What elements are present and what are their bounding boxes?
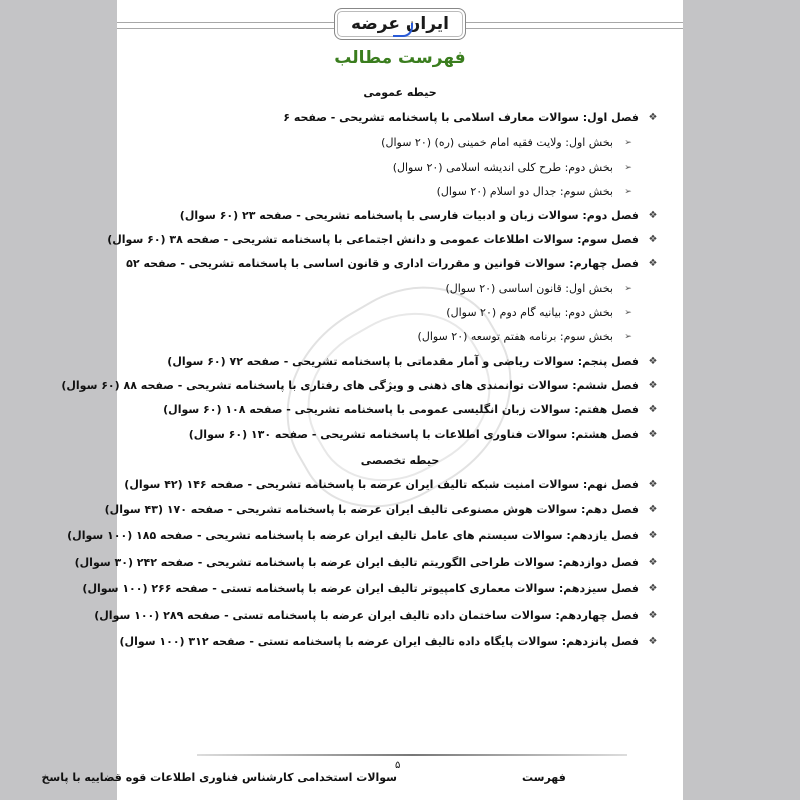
diamond-bullet-icon: ❖ — [648, 636, 658, 647]
toc-chapter-11[interactable] — [67, 529, 661, 542]
footer-section-label: فهرست — [522, 771, 566, 784]
toc-chapter-text: فصل هشتم: سوالات فناوری اطلاعات با پاسخنامه تشریحی - صفحه ۱۳۰ (۶۰ سوال) — [188, 428, 639, 441]
arrow-bullet-icon: ➢ — [624, 307, 632, 318]
diamond-bullet-icon: ❖ — [648, 112, 658, 123]
diamond-bullet-icon: ❖ — [648, 583, 658, 594]
toc-section-4-1[interactable] — [445, 282, 635, 295]
toc-section-text: بخش دوم: طرح کلی اندیشه اسلامی (۲۰ سوال) — [392, 161, 613, 174]
toc-chapter-10[interactable] — [105, 503, 661, 516]
toc-chapter-text: فصل پانزدهم: سوالات پایگاه داده تالیف ایران عرضه با پاسخنامه تستی - صفحه ۳۱۲ (۱۰۰ سوال) — [119, 635, 639, 648]
diamond-bullet-icon: ❖ — [648, 234, 658, 245]
footer-rule — [197, 754, 627, 756]
logo — [334, 8, 466, 40]
toc-chapter-15[interactable] — [120, 635, 662, 648]
arrow-bullet-icon: ➢ — [624, 283, 632, 294]
toc-chapter-6[interactable] — [61, 379, 661, 392]
toc-chapter-text: فصل ششم: سوالات توانمندی های ذهنی و ویژگی های رفتاری با پاسخنامه تشریحی - صفحه ۸۸ (۶۰ سوال) — [61, 379, 639, 392]
diamond-bullet-icon: ❖ — [648, 530, 658, 541]
diamond-bullet-icon: ❖ — [648, 504, 658, 515]
toc-chapter-13[interactable] — [82, 582, 661, 595]
diamond-bullet-icon: ❖ — [648, 404, 658, 415]
arrow-bullet-icon: ➢ — [624, 162, 632, 173]
toc-chapter-text: فصل چهاردهم: سوالات ساختمان داده تالیف ایران عرضه با پاسخنامه تستی - صفحه ۲۸۹ (۱۰۰ سوال) — [94, 609, 639, 622]
diamond-bullet-icon: ❖ — [648, 210, 658, 221]
arrow-bullet-icon: ➢ — [624, 137, 632, 148]
toc-section-4-3[interactable] — [418, 330, 635, 343]
logo-text: ایران عرضه — [351, 14, 449, 34]
toc-chapter-text: فصل اول: سوالات معارف اسلامی با پاسخنامه تشریحی - صفحه ۶ — [283, 111, 639, 124]
toc-chapter-text: فصل یازدهم: سوالات سیستم های عامل تالیف ایران عرضه با پاسخنامه تشریحی - صفحه ۱۸۵ (۱۰۰ سوال) — [67, 529, 639, 542]
diamond-bullet-icon: ❖ — [648, 380, 658, 391]
toc-section-text: بخش سوم: برنامه هفتم توسعه (۲۰ سوال) — [417, 330, 613, 343]
arrow-bullet-icon: ➢ — [624, 186, 632, 197]
toc-chapter-text: فصل چهارم: سوالات قوانین و مقررات اداری و قانون اساسی با پاسخنامه تشریحی - صفحه ۵۲ — [126, 257, 639, 270]
toc-chapter-14[interactable] — [94, 609, 661, 622]
toc-section-text: بخش دوم: بیانیه گام دوم (۲۰ سوال) — [446, 306, 613, 319]
toc-section-4-2[interactable] — [446, 306, 635, 319]
toc-chapter-8[interactable] — [189, 428, 661, 441]
toc-chapter-text: فصل هفتم: سوالات زبان انگلیسی عمومی با پاسخنامه تشریحی - صفحه ۱۰۸ (۶۰ سوال) — [163, 403, 639, 416]
toc-chapter-text: فصل سوم: سوالات اطلاعات عمومی و دانش اجتماعی با پاسخنامه تشریحی - صفحه ۳۸ (۶۰ سوال) — [107, 233, 639, 246]
diamond-bullet-icon: ❖ — [648, 479, 658, 490]
diamond-bullet-icon: ❖ — [648, 557, 658, 568]
watermark-stamp — [249, 254, 549, 539]
section-heading-specialized: حیطه تخصصی — [360, 454, 440, 467]
toc-section-1-3[interactable] — [437, 185, 635, 198]
toc-chapter-text: فصل دوم: سوالات زبان و ادبیات فارسی با پاسخنامه تشریحی - صفحه ۲۳ (۶۰ سوال) — [179, 209, 639, 222]
document-page — [41, 0, 683, 800]
arrow-bullet-icon: ➢ — [624, 331, 632, 342]
toc-chapter-5[interactable] — [167, 355, 661, 368]
toc-section-1-1[interactable] — [381, 136, 635, 149]
diamond-bullet-icon: ❖ — [648, 258, 658, 269]
toc-chapter-1[interactable] — [283, 111, 661, 124]
toc-section-text: بخش اول: ولایت فقیه امام خمینی (ره) (۲۰ سوال) — [381, 136, 613, 149]
toc-chapter-7[interactable] — [163, 403, 661, 416]
toc-chapter-text: فصل دهم: سوالات هوش مصنوعی تالیف ایران عرضه با پاسخنامه تشریحی - صفحه ۱۷۰ (۴۳ سوال) — [104, 503, 639, 516]
section-heading-general: حیطه عمومی — [363, 86, 437, 99]
toc-chapter-text: فصل سیزدهم: سوالات معماری کامپیوتر تالیف ایران عرضه با پاسخنامه تستی - صفحه ۲۶۶ (۱۰۰ سوال) — [82, 582, 639, 595]
toc-section-1-2[interactable] — [393, 161, 635, 174]
toc-section-text: بخش سوم: جدال دو اسلام (۲۰ سوال) — [436, 185, 613, 198]
toc-chapter-text: فصل پنجم: سوالات ریاضی و آمار مقدماتی با پاسخنامه تشریحی - صفحه ۷۲ (۶۰ سوال) — [167, 355, 639, 368]
page-number: ۵ — [395, 760, 401, 771]
toc-chapter-text: فصل نهم: سوالات امنیت شبکه تالیف ایران عرضه با پاسخنامه تشریحی - صفحه ۱۴۶ (۴۲ سوال) — [124, 478, 639, 491]
diamond-bullet-icon: ❖ — [648, 356, 658, 367]
toc-chapter-9[interactable] — [124, 478, 661, 491]
toc-chapter-text: فصل دوازدهم: سوالات طراحی الگوریتم تالیف ایران عرضه با پاسخنامه تشریحی - صفحه ۲۴۲ (۳۰ سوال) — [74, 556, 639, 569]
toc-chapter-3[interactable] — [107, 233, 661, 246]
toc-section-text: بخش اول: قانون اساسی (۲۰ سوال) — [445, 282, 613, 295]
footer-book-title: سوالات استخدامی کارشناس فناوری اطلاعات قوه قضاییه با پاسخ — [41, 771, 397, 784]
toc-chapter-4[interactable] — [126, 257, 661, 270]
diamond-bullet-icon: ❖ — [648, 610, 658, 621]
toc-chapter-12[interactable] — [75, 556, 661, 569]
diamond-bullet-icon: ❖ — [648, 429, 658, 440]
page-title: فهرست مطالب — [334, 48, 466, 68]
logo-swoosh-icon — [393, 23, 413, 37]
toc-chapter-2[interactable] — [180, 209, 661, 222]
